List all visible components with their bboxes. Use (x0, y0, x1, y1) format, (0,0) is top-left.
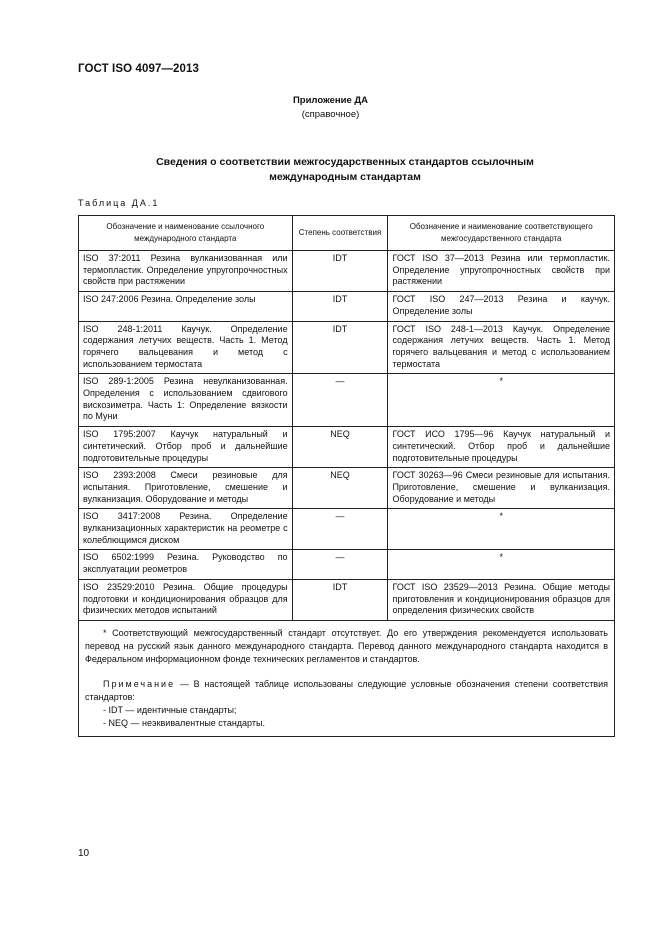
table-notes (79, 620, 615, 736)
cell-national: ГОСТ ISO 248-1—2013 Каучук. Определение содержания летучих веществ. Часть 1. Метод горячего вальцевания и метод с использованием термостата (388, 321, 615, 374)
cell-intl: ISO 2393:2008 Смеси резиновые для испытания. Приготовление, смешение и вулканизация. Оборудование и методы (79, 468, 293, 509)
cell-degree: — (292, 550, 388, 579)
page-number: 10 (78, 848, 90, 859)
note-label: Примечание (103, 678, 176, 689)
header-intl-standard: Обозначение и наименование ссылочного международного стандарта (79, 216, 293, 251)
cell-national: ГОСТ 30263—96 Смеси резиновые для испытания. Приготовление, смешение и вулканизация. Оборудование и методы (388, 468, 615, 509)
table-row (79, 509, 615, 550)
table-caption: Таблица ДА.1 (78, 198, 160, 208)
table-row (79, 292, 615, 321)
table-row (79, 427, 615, 468)
table-row (79, 579, 615, 620)
header-degree: Степень соответствия (292, 216, 388, 251)
cell-degree: NEQ (292, 468, 388, 509)
cell-degree: — (292, 509, 388, 550)
footnote-text: * Соответствующий межгосударственный стандарт отсутствует. До его утверждения рекомендуется использовать перевод на русский язык данного международного стандарта. Перевод данного международного стандарта находится в Федеральном информационном фонде технических регламентов и стандартов. (85, 627, 608, 664)
table-row (79, 321, 615, 374)
cell-degree: IDT (292, 251, 388, 292)
cell-national: ГОСТ ISO 247—2013 Резина и каучук. Определение золы (388, 292, 615, 321)
table-notes-row (79, 620, 615, 736)
section-title-line-1: Сведения о соответствии межгосударственных стандартов ссылочным (156, 156, 534, 168)
document-header: ГОСТ ISO 4097—2013 (78, 63, 200, 75)
cell-degree: IDT (292, 579, 388, 620)
cell-degree: NEQ (292, 427, 388, 468)
standards-table (78, 215, 615, 737)
note-text: — В настоящей таблице использованы следующие условные обозначения степени соответствия стандартов: (85, 678, 608, 702)
cell-intl: ISO 3417:2008 Резина. Определение вулканизационных характеристик на реометре с колеблющимся диском (79, 509, 293, 550)
cell-intl: ISO 248-1:2011 Каучук. Определение содержания летучих веществ. Часть 1. Метод горячего вальцевания и метод с использованием термостата (79, 321, 293, 374)
table-header-row (79, 216, 615, 251)
table-row (79, 374, 615, 427)
list-item: - NEQ — неэквивалентные стандарты. (103, 717, 265, 728)
cell-national: * (388, 374, 615, 427)
note-paragraph (85, 678, 608, 704)
cell-national: ГОСТ ISO 37—2013 Резина или термопластик. Определение упругопрочностных свойств при растяжении (388, 251, 615, 292)
section-title-line-2: международным стандартам (269, 171, 421, 183)
section-title (110, 155, 580, 185)
cell-degree: — (292, 374, 388, 427)
cell-national: ГОСТ ISO 23529—2013 Резина. Общие методы приготовления и кондиционирования образцов для определения физических свойств (388, 579, 615, 620)
cell-national: ГОСТ ИСО 1795—96 Каучук натуральный и синтетический. Отбор проб и дальнейшие подготовительные процедуры (388, 427, 615, 468)
table-row (79, 251, 615, 292)
cell-national: * (388, 509, 615, 550)
list-item: - IDT — идентичные стандарты; (103, 704, 237, 715)
table-row (79, 550, 615, 579)
appendix-type: (справочное) (301, 109, 360, 120)
cell-intl: ISO 247:2006 Резина. Определение золы (79, 292, 293, 321)
appendix-label: Приложение ДА (292, 95, 369, 106)
table-row (79, 468, 615, 509)
cell-intl: ISO 6502:1999 Резина. Руководство по эксплуатации реометров (79, 550, 293, 579)
cell-intl: ISO 1795:2007 Каучук натуральный и синтетический. Отбор проб и дальнейшие подготовительные процедуры (79, 427, 293, 468)
cell-national: * (388, 550, 615, 579)
cell-degree: IDT (292, 321, 388, 374)
header-national-standard: Обозначение и наименование соответствующего межгосударственного стандарта (388, 216, 615, 251)
cell-intl: ISO 289-1:2005 Резина невулканизованная. Определения с использованием сдвигового вискозиметра. Часть 1: Определение вязкости по Муни (79, 374, 293, 427)
cell-intl: ISO 37:2011 Резина вулканизованная или термопластик. Определение упругопрочностных свойств при растяжении (79, 251, 293, 292)
cell-degree: IDT (292, 292, 388, 321)
cell-intl: ISO 23529:2010 Резина. Общие процедуры подготовки и кондиционирования образцов для физических методов испытаний (79, 579, 293, 620)
